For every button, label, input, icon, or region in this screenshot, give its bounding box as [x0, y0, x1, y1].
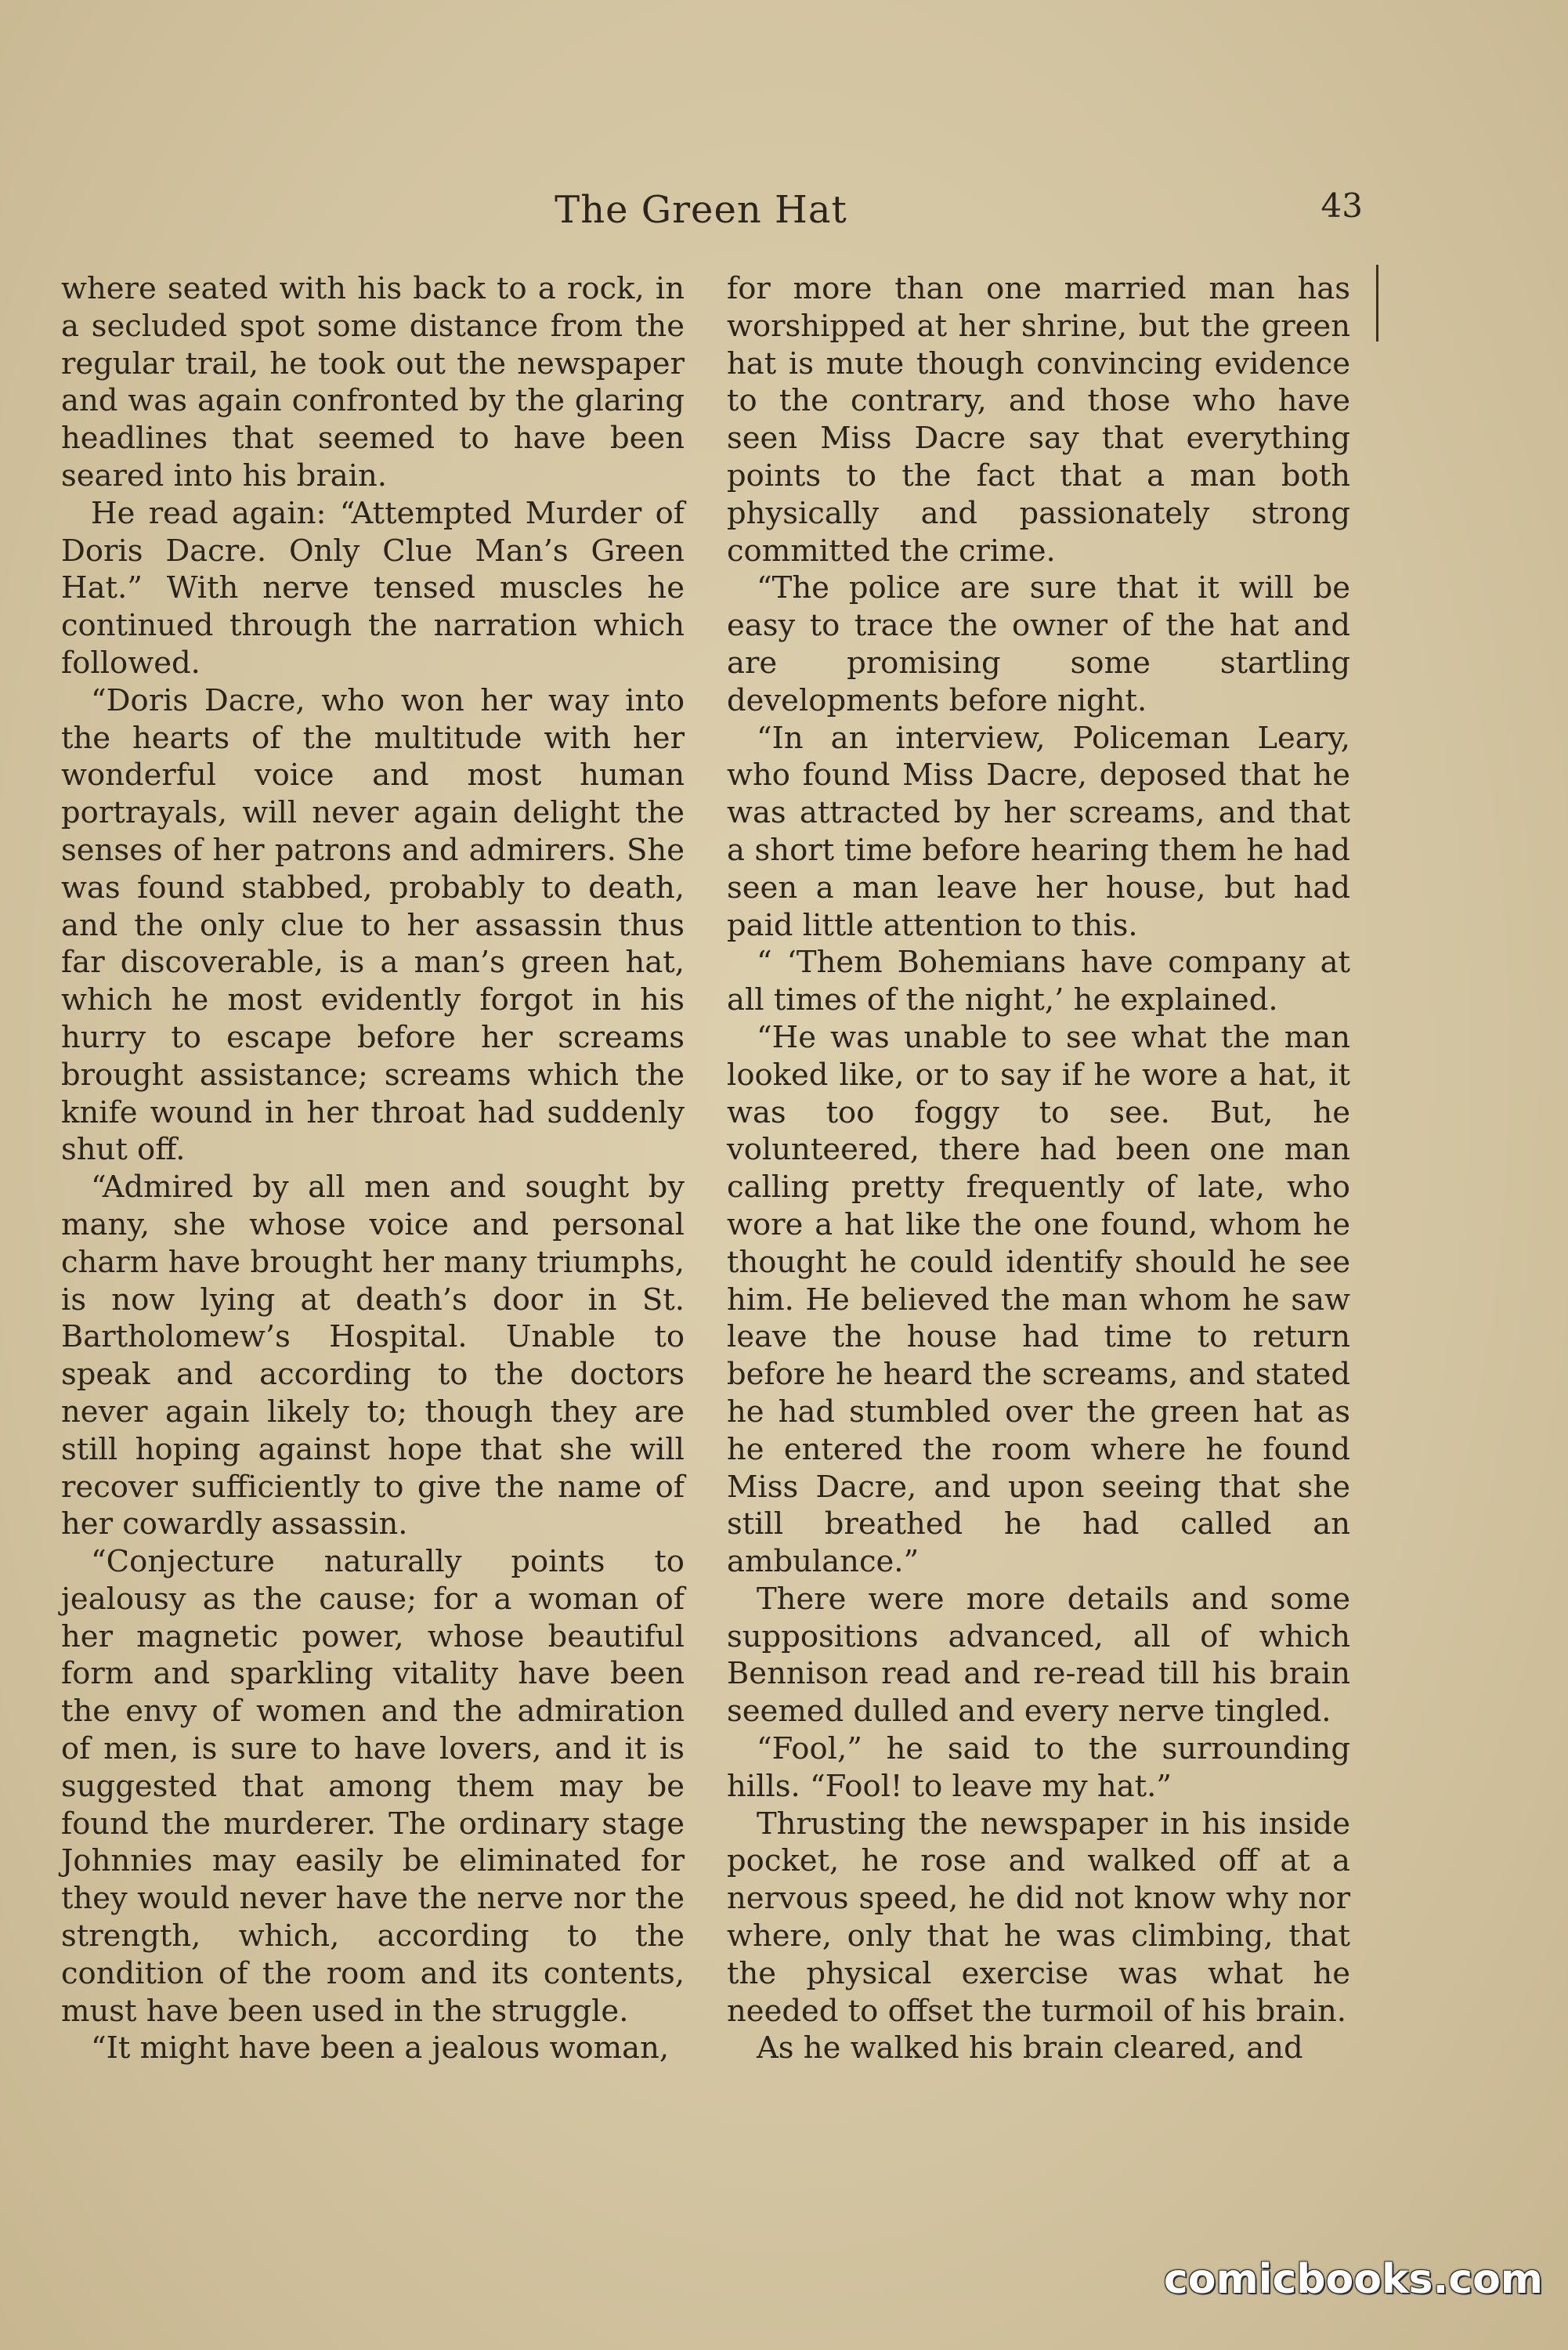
- paragraph: “The police are sure that it will be easy to trace the owner of the hat and are promising some startling developments before night.: [727, 570, 1350, 718]
- paragraph: for more than one married man has worshipped at her shrine, but the green hat is mute though convincing evidence to the contrary, and those who have seen Miss Dacre say that everything points to the fact that a man both physically and passionately strong committed the crime.: [727, 271, 1350, 569]
- margin-mark: [1376, 265, 1378, 342]
- paragraph: “Conjecture naturally points to jealousy as the cause; for a woman of her magnetic power, whose beautiful form and sparkling vitality have been the envy of women and the admiration of men, is sure to have lovers, and it is suggested that among them may be found the murderer. The ordinary stage Johnnies may easily be eliminated for they would never have the nerve nor the strength, which, according to the condition of the room and its contents, must have been used in the struggle.: [61, 1544, 685, 2029]
- paragraph: There were more details and some suppositions advanced, all of which Bennison read and re-read till his brain seemed dulled and every nerve tingled.: [727, 1581, 1350, 1730]
- page-number: 43: [1321, 186, 1363, 225]
- paragraph: Thrusting the newspaper in his inside pocket, he rose and walked off at a nervous speed, he did not know why nor where, only that he was climbing, that the physical exercise was what he needed to offset the turmoil of his brain.: [727, 1806, 1350, 2029]
- paragraph: “Fool,” he said to the surrounding hills. “Fool! to leave my hat.”: [727, 1731, 1350, 1804]
- paragraph: “It might have been a jealous woman,: [91, 2030, 670, 2066]
- watermark: comicbooks.com: [1163, 2256, 1543, 2303]
- left-column: [61, 270, 685, 2067]
- paragraph: “ ‘Them Bohemians have company at all times of the night,’ he explained.: [727, 945, 1350, 1018]
- paragraph: “He was unable to see what the man looked like, or to say if he wore a hat, it was too foggy to see. But, he volunteered, there had been one man calling pretty frequently of late, who wore a hat like the one found, whom he thought he could identify should he see him. He believed the man whom he saw leave the house had time to return before he heard the screams, and stated he had stumbled over the green hat as he entered the room where he found Miss Dacre, and upon seeing that she still breathed he had called an ambulance.”: [727, 1019, 1350, 1580]
- paragraph: “Doris Dacre, who won her way into the hearts of the multitude with her wonderful voice and most human portrayals, will never again delight the senses of her patrons and admirers. She was found stabbed, probably to death, and the only clue to her assassin thus far discoverable, is a man’s green hat, which he most evidently forgot in his hurry to escape before her screams brought assistance; screams which the knife wound in her throat had suddenly shut off.: [61, 682, 685, 1168]
- paragraph: where seated with his back to a rock, in a secluded spot some distance from the regular trail, he took out the newspaper and was again confronted by the glaring headlines that seemed to have been seared into his brain.: [61, 271, 685, 494]
- paragraph: “Admired by all men and sought by many, she whose voice and personal charm have brought her many triumphs, is now lying at death’s door in St. Bartholomew’s Hospital. Unable to speak and according to the doctors never again likely to; though they are still hoping against hope that she will recover sufficiently to give the name of her cowardly assassin.: [61, 1170, 685, 1542]
- right-column: [727, 270, 1350, 2067]
- paragraph: As he walked his brain cleared, and: [757, 2030, 1303, 2066]
- paragraph: “In an interview, Policeman Leary, who found Miss Dacre, deposed that he was attracted by her screams, and that a short time before hearing them he had seen a man leave her house, but had paid little attention to this.: [727, 720, 1350, 943]
- paragraph: He read again: “Attempted Murder of Doris Dacre. Only Clue Man’s Green Hat.” With nerve tensed muscles he continued through the narration which followed.: [61, 495, 685, 681]
- running-title: The Green Hat: [555, 188, 847, 232]
